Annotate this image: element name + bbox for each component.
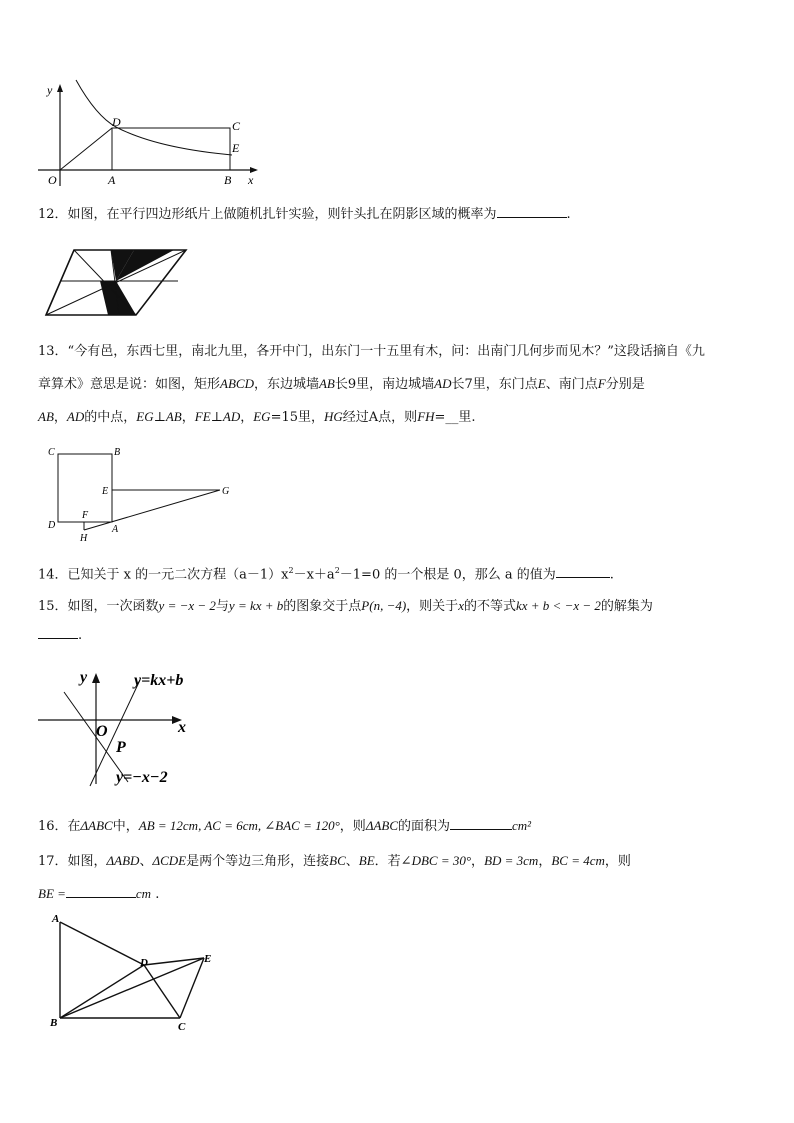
question-12-text: 12．如图，在平行四边形纸片上做随机扎针实验，则针头扎在阴影区域的概率为: [38, 207, 497, 222]
line1-label: y=kx+b: [134, 672, 184, 689]
text-run: 分别是: [605, 377, 645, 392]
perp-symbol: ⊥: [210, 410, 223, 425]
question-13: [38, 336, 758, 434]
axis-x-label: x: [248, 173, 254, 187]
length-BD: BD = 3cm: [484, 853, 539, 868]
segment-BE: BE =: [38, 886, 66, 901]
text-run: ，东边城墙: [253, 377, 319, 392]
text-run: 经过A点，则: [342, 410, 418, 425]
text-run: ，则: [604, 854, 631, 869]
point-A-label: A: [108, 173, 116, 187]
question-13-line-1: 13．“今有邑，东西七里，南北九里，各开中门，出东门一十五里有木，问：出南门几何步而见木？”这段话摘自《九: [38, 344, 705, 359]
question-14: [38, 555, 758, 591]
point-B-label: B: [50, 1017, 58, 1029]
text-run: 的面积为: [398, 819, 451, 834]
text-run: ，: [240, 410, 254, 425]
figure-q11: [36, 78, 266, 190]
segment-BC: BC: [329, 853, 346, 868]
text-run: ，则关于: [406, 599, 459, 614]
question-13-line-2: [38, 368, 758, 401]
figure-q13: [44, 442, 240, 542]
text-run: ，: [181, 410, 195, 425]
answer-blank-16[interactable]: [450, 815, 512, 830]
figure-q15: [36, 664, 206, 788]
unit: cm: [135, 886, 152, 901]
text-run: －x＋a: [293, 567, 335, 583]
point-D-label: D: [140, 957, 148, 969]
answer-blank-17[interactable]: [66, 883, 136, 898]
text-run: 、: [345, 854, 359, 869]
angle-DBC: ∠DBC = 30°: [400, 853, 472, 868]
superscript: 2: [288, 566, 294, 575]
text-run: 14．已知关于 x 的一元二次方程（a－1）x: [38, 567, 289, 583]
answer-blank-15[interactable]: [38, 624, 78, 639]
text-run: 16．在: [38, 819, 81, 834]
point-P-coords: P(n, −4): [361, 598, 407, 613]
segment-AD: AD: [222, 409, 241, 424]
segment-AB: AB: [165, 409, 182, 424]
segment-EG: EG: [253, 409, 271, 424]
text-run: 是两个等边三角形，连接: [186, 854, 330, 869]
point-E-label: E: [232, 141, 240, 155]
line2-label: y=−x−2: [116, 769, 168, 786]
axis-y-label: y: [80, 669, 88, 686]
variable-x: x: [458, 598, 464, 613]
text-run: －1=0 的一个根是 0，那么 a 的值为: [339, 567, 556, 583]
rect-ABCD: ABCD: [220, 376, 254, 391]
point-E-label: E: [102, 486, 109, 497]
text-run: ，: [53, 410, 67, 425]
point-C-label: C: [178, 1021, 186, 1032]
origin-label: O: [96, 723, 108, 740]
point-A-label: A: [112, 524, 119, 535]
axis-y-label: y: [47, 83, 53, 97]
text-run: 与: [215, 599, 229, 614]
point-E-label: E: [204, 953, 212, 965]
unit: cm²: [512, 818, 532, 833]
point-E: E: [537, 376, 546, 391]
question-16: [38, 810, 758, 843]
text-run: 长7里，东门点: [451, 377, 538, 392]
question-13-line-3: [38, 401, 758, 434]
point-O-label: O: [48, 173, 57, 187]
point-C-label: C: [48, 447, 55, 458]
text-run: 17．如图，: [38, 854, 107, 869]
text-run: 、南门点: [545, 377, 598, 392]
inequality: kx + b < −x − 2: [515, 598, 601, 613]
text-run: ，则: [339, 819, 366, 834]
question-17-line-2: [38, 878, 758, 911]
segment-FE: FE: [194, 409, 211, 424]
conditions: AB = 12cm, AC = 6cm, ∠BAC = 120°: [138, 818, 340, 833]
figure-q12-parallelogram: [44, 244, 190, 319]
text-run: 、: [139, 854, 153, 869]
formula-line1: y = −x − 2: [158, 598, 216, 613]
question-12: 12．如图，在平行四边形纸片上做随机扎针实验，则针头扎在阴影区域的概率为 .: [38, 199, 758, 231]
segment-AD: AD: [66, 409, 85, 424]
segment-AB: AB: [318, 376, 335, 391]
superscript: 2: [334, 566, 340, 575]
point-B-label: B: [224, 173, 232, 187]
text-run: 的解集为: [600, 599, 653, 614]
text-run: .: [609, 567, 614, 583]
question-17-line-1: [38, 845, 758, 878]
point-D-label: D: [48, 520, 56, 531]
text-run: 长9里，南边城墙: [334, 377, 435, 392]
point-G-label: G: [222, 486, 230, 497]
formula-line2: y = kx + b: [228, 598, 284, 613]
segment-FH: FH: [417, 409, 435, 424]
triangle-ABD: ΔABD: [106, 853, 140, 868]
axis-x-label: x: [178, 719, 186, 736]
question-17: [38, 845, 758, 911]
segment-EG: EG: [136, 409, 154, 424]
text-run: 中，: [112, 819, 139, 834]
point-P-label: P: [116, 739, 126, 756]
text-run: 15．如图，一次函数: [38, 599, 159, 614]
text-run: ．若: [374, 854, 401, 869]
segment-BE: BE: [358, 853, 375, 868]
text-run: =15里，: [270, 410, 325, 425]
text-run: 章算术》意思是说：如图，矩形: [38, 377, 221, 392]
point-F-label: F: [82, 510, 89, 521]
text-run: 的不等式: [463, 599, 516, 614]
question-15: 15．如图，一次函数y = −x − 2与y = kx + b的图象交于点P(n, −4)，则关于x的不等式kx + b < −x − 2的解集为 .: [38, 598, 653, 643]
triangle-ABC: ΔABC: [365, 818, 398, 833]
point-A-label: A: [52, 913, 60, 925]
triangle-ABC: ΔABC: [80, 818, 113, 833]
answer-blank-14[interactable]: [556, 563, 610, 578]
perp-symbol: ⊥: [153, 410, 166, 425]
segment-AD: AD: [434, 376, 452, 391]
text-run: ，: [471, 854, 485, 869]
point-B-label: B: [114, 447, 121, 458]
segment-AB: AB: [38, 409, 54, 424]
point-C-label: C: [232, 119, 241, 133]
length-BC: BC = 4cm: [551, 853, 605, 868]
text-run: 的图象交于点: [283, 599, 362, 614]
point-H-label: H: [80, 533, 88, 542]
text-run: .: [155, 887, 160, 902]
text-run: ，: [538, 854, 552, 869]
text-run: 的中点，: [84, 410, 137, 425]
figure-q17: [44, 910, 220, 1032]
text-run: =__里.: [434, 410, 476, 425]
triangle-CDE: ΔCDE: [152, 853, 187, 868]
point-F: F: [597, 376, 606, 391]
segment-HG: HG: [324, 409, 343, 424]
answer-blank-12[interactable]: [497, 203, 567, 218]
point-D-label: D: [112, 115, 121, 129]
